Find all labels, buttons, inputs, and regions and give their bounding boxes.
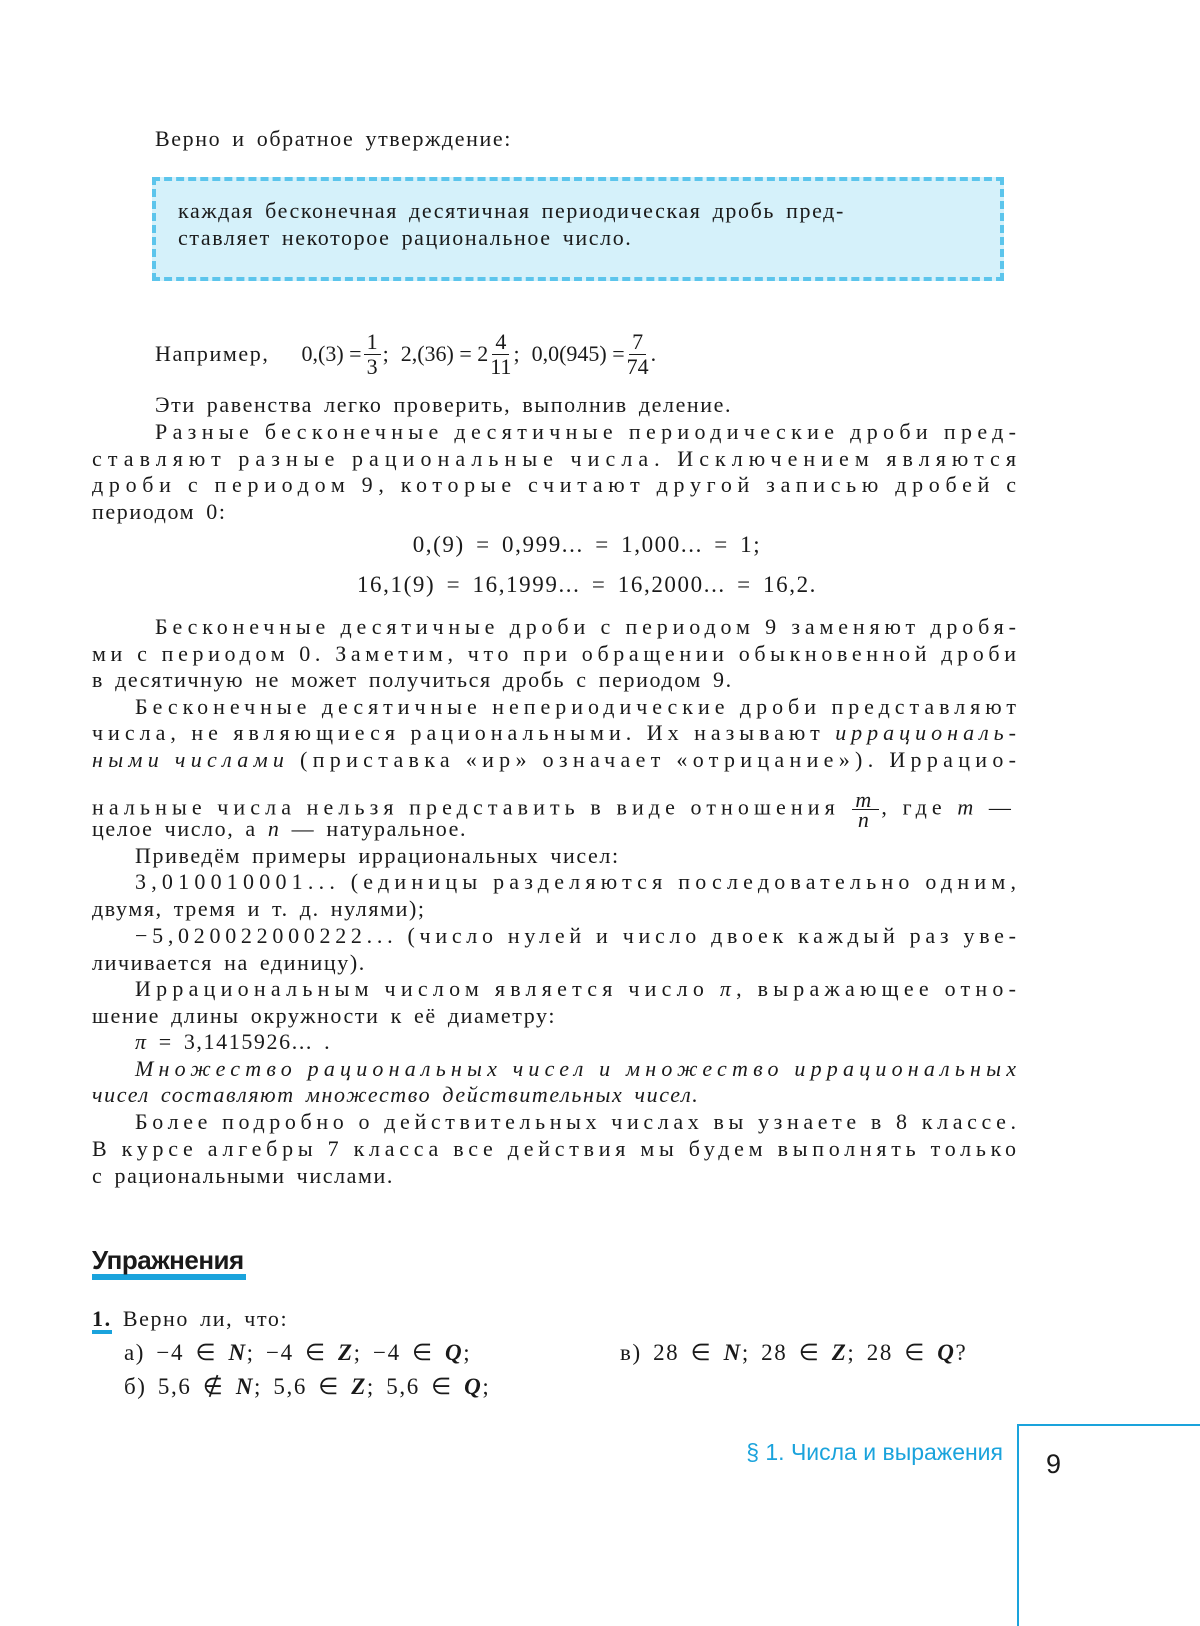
text: нальные числа нельзя представить в виде отношения [92,794,851,820]
text: числа, не являющиеся рациональными. Их называют [92,720,836,745]
numerator: 4 [492,330,509,355]
text: Приведём примеры иррациональных чисел: [135,843,620,868]
theorem-line: ставляет некоторое рациональное число. [178,225,633,250]
text: Разные бесконечные десятичные периодические дроби пред- [155,419,1022,444]
example-equation [532,330,657,379]
number-set-symbol: Q [445,1340,464,1365]
number-set-symbol: Q [464,1374,483,1399]
text-line [135,843,620,869]
fraction [852,787,879,832]
text-line [92,446,1022,472]
text-line [135,694,1021,720]
number-set-symbol: N [228,1340,247,1365]
text: , выражающее отно- [736,976,1022,1001]
text-line [92,747,1021,773]
text-line [92,1163,394,1189]
page-number: 9 [1046,1449,1062,1479]
text-line [92,667,733,693]
denominator: 3 [366,353,378,379]
number-set-symbol: Z [351,1374,367,1399]
exercises-heading: Упражнения [92,1246,246,1280]
section-title: § 1. Числа и выражения [746,1439,1003,1465]
text: ; [482,1374,491,1399]
separator: . [650,341,657,366]
italic-text: иррациональ- [835,720,1021,745]
exercise-number: 1. [92,1308,112,1334]
text-line [155,392,732,418]
text-line [135,1029,331,1055]
text: периодом 0: [92,499,227,524]
part-label: а) [124,1340,146,1365]
italic-text: π [719,976,737,1001]
text: целое число, а [92,816,268,841]
equation-lhs: 0,0(945) = [531,341,625,366]
italic-text: чисел составляют множество действительных чисел. [92,1082,700,1107]
text-line [135,869,1021,895]
text-line [135,976,1021,1002]
numerator: m [852,790,879,810]
text: ; 28 ∈ [847,1340,938,1365]
fraction [364,330,381,379]
text-line [92,499,227,525]
italic-text: Множество рациональных чисел и множество иррациональных [135,1056,1022,1081]
text: ; 5,6 ∈ [254,1374,352,1399]
separator: ; [513,341,520,366]
number-set-symbol: Z [338,1340,354,1365]
exercise-question: Верно ли, что: [122,1306,289,1331]
number-set-symbol: Z [831,1340,848,1365]
text: ? [955,1340,968,1365]
text-line [135,1109,1021,1135]
intro-text: Верно и обратное утверждение: [155,126,512,151]
denominator: 11 [490,353,512,379]
text: ; −4 ∈ [246,1340,339,1365]
text: двумя, тремя и т. д. нулями); [92,896,426,921]
example-equation [302,330,389,379]
text: 0,(9) = 0,999... = 1,000... = 1; [412,532,762,557]
formula-line [92,532,1082,558]
text-line [155,614,1021,640]
text: с рациональными числами. [92,1163,395,1188]
text: ; −4 ∈ [353,1340,446,1365]
text-line [92,896,426,922]
text: личивается на единицу). [92,950,366,975]
theorem-box [152,177,1004,281]
exercise-1 [92,1306,288,1332]
number-set-symbol: N [723,1340,742,1365]
exercise-part [620,1340,967,1366]
theorem-line: каждая бесконечная десятичная периодическая дробь пред- [178,198,845,223]
text-line [135,923,1021,949]
text-line [92,816,467,842]
numerator: 7 [629,330,646,355]
text: Бесконечные десятичные непериодические дроби представляют [135,694,1021,719]
italic-text: n [267,816,281,841]
fraction [490,330,511,379]
text-line [155,419,1021,445]
exercise-part [124,1340,471,1366]
text: (приставка «ир» означает «отрицание»). Иррацио- [289,747,1022,772]
separator: ; [382,341,389,366]
text: в десятичную не может получиться дробь с периодом 9. [92,667,733,692]
text: −4 ∈ [145,1340,229,1365]
text-line [92,472,1022,498]
exercise-part [124,1374,490,1400]
denominator: 74 [626,353,649,379]
text: В курсе алгебры 7 класса все действия мы будем выполнять только [92,1136,1021,1161]
text-line [92,1003,556,1029]
text: −5,020022000222... (число нулей и число двоек каждый раз уве- [135,923,1021,948]
denominator: n [857,807,874,832]
formula-line [92,572,1082,598]
text: 28 ∈ [641,1340,724,1365]
text-line [135,1056,1021,1082]
text: 3,010010001... (единицы разделяются последовательно одним, [135,869,1022,894]
text-line [92,950,366,976]
italic-text: m [957,794,979,820]
text: ; [463,1340,472,1365]
number-set-symbol: N [235,1374,255,1399]
equation-lhs: 0,(3) = [301,341,362,366]
italic-text: ными числами [92,747,290,772]
text: Более подробно о действительных числах вы узнаете в 8 классе. [135,1109,1021,1134]
example-equation [401,330,520,379]
number-set-symbol: Q [937,1340,956,1365]
text-line [92,1082,699,1108]
example-label: Например, [155,341,270,366]
text-line [92,1136,1021,1162]
text: Эти равенства легко проверить, выполнив деление. [155,392,733,417]
text: 16,1(9) = 16,1999... = 16,2000... = 16,2. [356,572,818,597]
text: — [978,794,1016,820]
text: ; 28 ∈ [741,1340,832,1365]
text: = 3,1415926... . [147,1029,332,1054]
fraction [627,330,649,379]
example-line [155,326,668,382]
part-label: в) [620,1340,642,1365]
text: 5,6 ∉ [146,1374,236,1399]
equation-lhs: 2,(36) = 2 [400,341,489,366]
text: — натуральное. [280,816,468,841]
text: Иррациональным числом является число [135,976,720,1001]
italic-text: π [135,1029,148,1054]
text-line [92,641,1021,667]
text: Бесконечные десятичные дроби с периодом 9 заменяют дробя- [155,614,1021,639]
text: шение длины окружности к её диаметру: [92,1003,557,1028]
text: ми с периодом 0. Заметим, что при обращении обыкновенной дроби [92,641,1021,666]
numerator: 1 [364,330,381,355]
part-label: б) [124,1374,147,1399]
text: ставляют разные рациональные числа. Исключением являются [92,446,1023,471]
text: ; 5,6 ∈ [366,1374,465,1399]
text-line [92,720,1021,746]
text: дроби с периодом 9, которые считают другой записью дробей с [92,472,1022,497]
text: , где [881,794,958,820]
